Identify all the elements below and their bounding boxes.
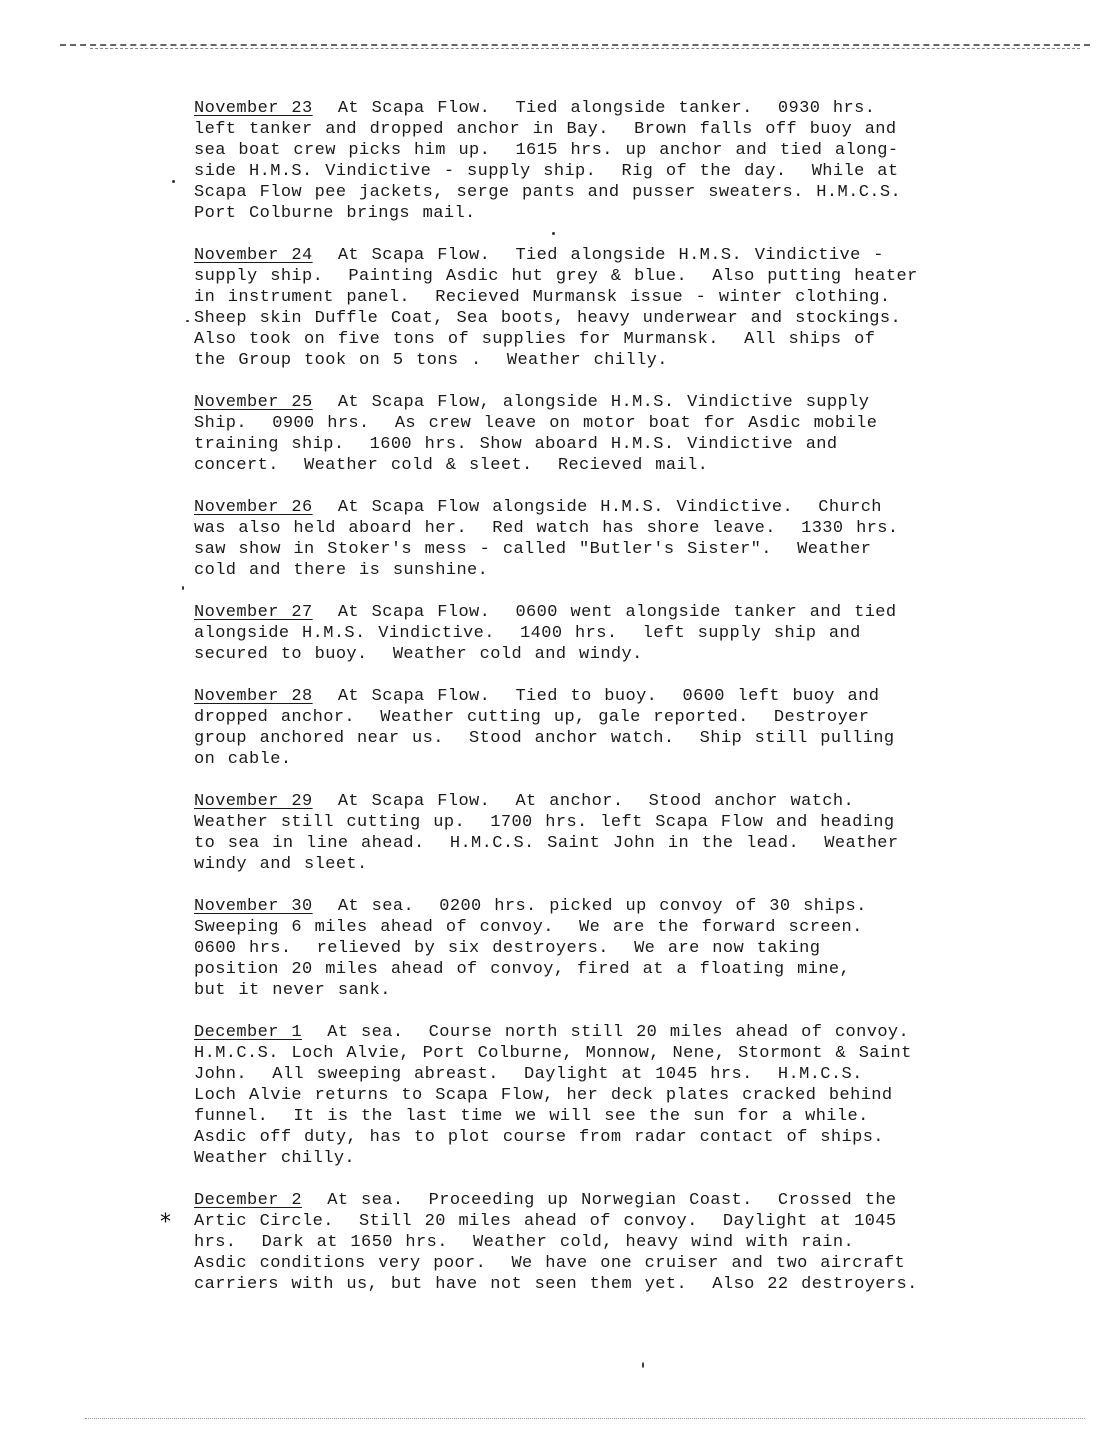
entry-date: November 29 [194, 792, 313, 811]
entry-line: saw show in Stoker's mess - called "Butler's Sister". Weather [194, 540, 872, 559]
entry-line: Port Colburne brings mail. [194, 204, 476, 223]
entry-line: Artic Circle. Still 20 miles ahead of convoy. Daylight at 1045 [194, 1212, 897, 1231]
entry-line: At sea. Proceeding up Norwegian Coast. Crossed the [302, 1191, 897, 1210]
scan-edge-line [60, 44, 1090, 46]
entry-line: training ship. 1600 hrs. Show aboard H.M.S. Vindictive and [194, 435, 838, 454]
entry-line: alongside H.M.S. Vindictive. 1400 hrs. left supply ship and [194, 624, 861, 643]
log-entry [194, 686, 1074, 770]
entry-line: Asdic conditions very poor. We have one cruiser and two aircraft [194, 1254, 906, 1273]
entry-line: secured to buoy. Weather cold and windy. [194, 645, 643, 664]
entry-line: Loch Alvie returns to Scapa Flow, her deck plates cracked behind [194, 1086, 893, 1105]
entry-line: the Group took on 5 tons . Weather chilly. [194, 351, 668, 370]
entry-line: to sea in line ahead. H.M.C.S. Saint John in the lead. Weather [194, 834, 899, 853]
entry-line: dropped anchor. Weather cutting up, gale reported. Destroyer [194, 708, 870, 727]
scan-speck [182, 586, 184, 590]
log-entry [194, 98, 1074, 224]
entry-line: group anchored near us. Stood anchor watch. Ship still pulling [194, 729, 895, 748]
scan-edge-line [90, 48, 1080, 49]
entry-date: November 23 [194, 99, 313, 118]
scan-edge-line [85, 1418, 1085, 1419]
log-entry [194, 245, 1074, 371]
entry-line: hrs. Dark at 1650 hrs. Weather cold, heavy wind with rain. [194, 1233, 855, 1252]
entry-line: sea boat crew picks him up. 1615 hrs. up anchor and tied along- [194, 141, 899, 160]
entry-line: At Scapa Flow. Tied alongside H.M.S. Vindictive - [312, 246, 884, 265]
entry-line: H.M.C.S. Loch Alvie, Port Colburne, Monnow, Nene, Stormont & Saint [194, 1044, 912, 1063]
entry-line: Sweeping 6 miles ahead of convoy. We are the forward screen. [194, 918, 863, 937]
entry-line: left tanker and dropped anchor in Bay. Brown falls off buoy and [194, 120, 897, 139]
entry-line: was also held aboard her. Red watch has shore leave. 1330 hrs. [194, 519, 899, 538]
margin-star-mark: * [160, 1210, 171, 1235]
entry-line: Asdic off duty, has to plot course from radar contact of ships. [194, 1128, 884, 1147]
entry-line: At Scapa Flow alongside H.M.S. Vindictive. Church [312, 498, 882, 517]
entry-line: cold and there is sunshine. [194, 561, 489, 580]
scan-speck [186, 320, 189, 322]
scan-speck [642, 1362, 644, 1368]
entry-line: but it never sank. [194, 981, 391, 1000]
entry-line: John. All sweeping abreast. Daylight at 1045 hrs. H.M.C.S. [194, 1065, 863, 1084]
entry-date: December 1 [194, 1023, 303, 1042]
entry-date: December 2 [194, 1191, 303, 1210]
entry-line: At sea. Course north still 20 miles ahead of convoy. [302, 1023, 910, 1042]
entry-date: November 30 [194, 897, 313, 916]
entry-line: supply ship. Painting Asdic hut grey & blue. Also putting heater [194, 267, 918, 286]
log-entry [194, 896, 1074, 1001]
entry-line: carriers with us, but have not seen them yet. Also 22 destroyers. [194, 1275, 918, 1294]
entry-line: At Scapa Flow. 0600 went alongside tanker and tied [312, 603, 897, 622]
entry-line: Also took on five tons of supplies for Murmansk. All ships of [194, 330, 876, 349]
entry-date: November 27 [194, 603, 313, 622]
entry-line: in instrument panel. Recieved Murmansk issue - winter clothing. [194, 288, 891, 307]
entry-line: on cable. [194, 750, 292, 769]
entry-line: At Scapa Flow. Tied to buoy. 0600 left buoy and [312, 687, 880, 706]
log-entry [194, 602, 1074, 665]
entry-line: side H.M.S. Vindictive - supply ship. Rig of the day. While at [194, 162, 899, 181]
scan-speck [552, 232, 555, 235]
entry-line: windy and sleet. [194, 855, 368, 874]
log-entries [194, 98, 1074, 1295]
entry-line: concert. Weather cold & sleet. Recieved mail. [194, 456, 709, 475]
entry-date: November 25 [194, 393, 313, 412]
log-entry [194, 392, 1074, 476]
entry-date: November 26 [194, 498, 313, 517]
entry-date: November 28 [194, 687, 313, 706]
entry-line: Weather chilly. [194, 1149, 356, 1168]
entry-line: At Scapa Flow. Tied alongside tanker. 0930 hrs. [312, 99, 876, 118]
scan-speck [172, 180, 175, 183]
entry-line: funnel. It is the last time we will see the sun for a while. [194, 1107, 869, 1126]
entry-line: Weather still cutting up. 1700 hrs. left Scapa Flow and heading [194, 813, 895, 832]
log-entry [194, 1022, 1074, 1169]
entry-line: Sheep skin Duffle Coat, Sea boots, heavy underwear and stockings. [194, 309, 902, 328]
log-entry [194, 791, 1074, 875]
entry-line: Scapa Flow pee jackets, serge pants and pusser sweaters. H.M.C.S. [194, 183, 902, 202]
entry-line: At sea. 0200 hrs. picked up convoy of 30 ships. [312, 897, 867, 916]
log-entry [194, 1190, 1074, 1295]
log-entry [194, 497, 1074, 581]
entry-line: At Scapa Flow, alongside H.M.S. Vindictive supply [312, 393, 870, 412]
entry-line: 0600 hrs. relieved by six destroyers. We are now taking [194, 939, 821, 958]
entry-date: November 24 [194, 246, 313, 265]
entry-line: position 20 miles ahead of convoy, fired at a floating mine, [194, 960, 851, 979]
entry-line: At Scapa Flow. At anchor. Stood anchor watch. [312, 792, 855, 811]
entry-line: Ship. 0900 hrs. As crew leave on motor boat for Asdic mobile [194, 414, 878, 433]
